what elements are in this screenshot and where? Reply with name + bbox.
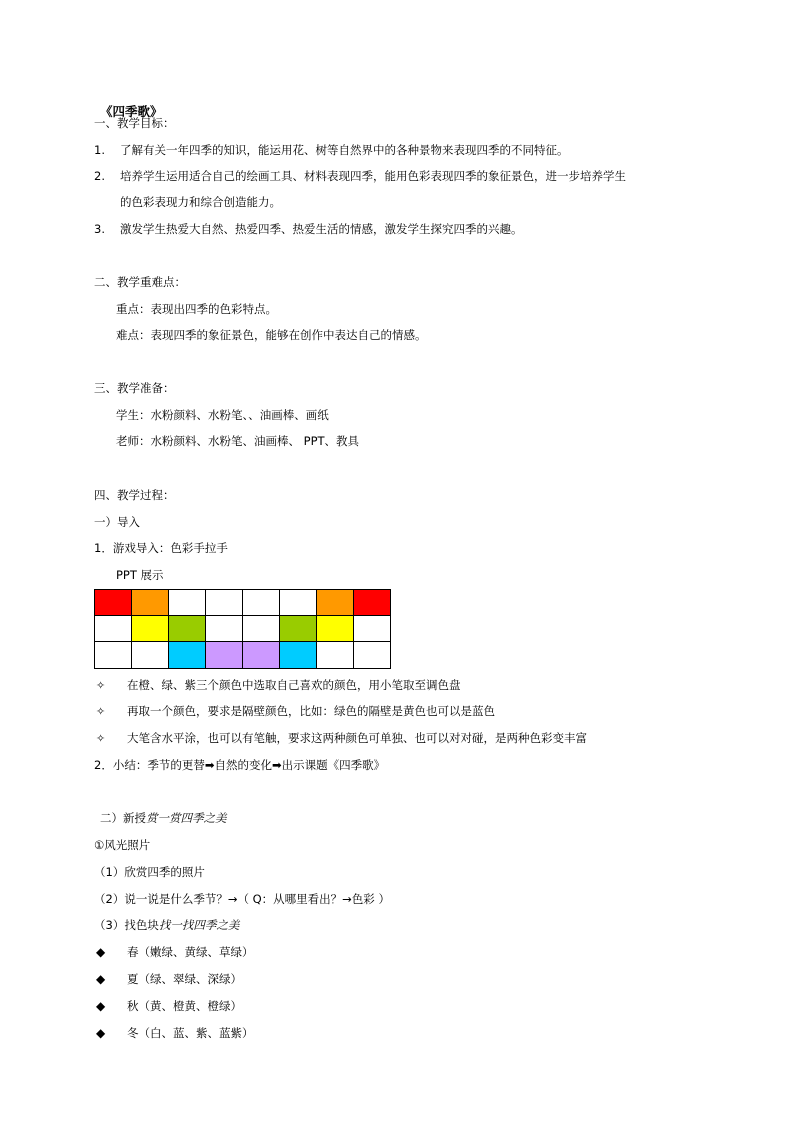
color-grid-row bbox=[95, 590, 391, 616]
objective-1-number: 1. bbox=[94, 143, 105, 157]
color-instruction-2: 再取一个颜色，要求是隔壁颜色，比如：绿色的隔壁是黄色也可以是蓝色 bbox=[127, 704, 495, 718]
color-cell bbox=[95, 590, 132, 616]
color-grid-row bbox=[95, 616, 391, 642]
bullet-symbol: ✧ bbox=[96, 679, 106, 692]
color-cell bbox=[243, 616, 280, 642]
color-instruction-3: 大笔含水平涂，也可以有笔触，要求这两种颜色可单独、也可以对对碰，是两种色彩变丰富 bbox=[127, 731, 587, 745]
color-cell bbox=[317, 590, 354, 616]
new-lesson-heading bbox=[100, 811, 227, 825]
objective-2-text: 培养学生运用适合自己的绘画工具、材料表现四季，能用色彩表现四季的象征景色，进一步培养学生 bbox=[120, 169, 626, 183]
color-cell bbox=[354, 616, 391, 642]
teacher-materials: 老师：水粉颜料、水粉笔、油画棒、 PPT、教具 bbox=[116, 434, 360, 448]
color-grid-row bbox=[95, 642, 391, 669]
arrow-icon: ➡ bbox=[271, 758, 282, 772]
color-cell bbox=[354, 590, 391, 616]
new-lesson-italic: 赏一赏四季之美 bbox=[146, 811, 227, 825]
color-cell bbox=[206, 590, 243, 616]
color-cell bbox=[169, 642, 206, 669]
color-cell bbox=[132, 590, 169, 616]
objective-3-number: 3. bbox=[94, 222, 105, 236]
diamond-bullet-icon: ◆ bbox=[96, 1026, 106, 1040]
objective-2-number: 2. bbox=[94, 169, 105, 183]
scenery-photos: ①风光照片 bbox=[94, 838, 151, 852]
section-3-heading: 三、教学准备： bbox=[94, 381, 175, 395]
color-cell bbox=[280, 642, 317, 669]
color-cell bbox=[280, 590, 317, 616]
student-materials: 学生：水粉颜料、水粉笔、、油画棒、画纸 bbox=[116, 408, 329, 422]
color-cell bbox=[95, 642, 132, 669]
intro-heading: 一）导入 bbox=[94, 515, 140, 529]
objective-2-continuation: 的色彩表现力和综合创造能力。 bbox=[120, 195, 281, 209]
summary-end: 出示课题《四季歌》 bbox=[281, 758, 386, 772]
find-colors-italic: 找一找四季之美 bbox=[158, 918, 240, 932]
section-2-heading: 二、教学重难点： bbox=[94, 275, 186, 289]
color-cell bbox=[243, 590, 280, 616]
diamond-bullet-icon: ◆ bbox=[96, 972, 106, 986]
bullet-symbol: ✧ bbox=[96, 705, 106, 718]
diamond-bullet-icon: ◆ bbox=[96, 945, 106, 959]
step-find-colors bbox=[94, 918, 239, 932]
color-cell bbox=[95, 616, 132, 642]
diamond-bullet-icon: ◆ bbox=[96, 999, 106, 1013]
bullet-symbol: ✧ bbox=[96, 732, 106, 745]
season-spring: 春（嫩绿、黄绿、草绿） bbox=[127, 945, 254, 959]
document-title: 《四季歌》 bbox=[100, 104, 163, 119]
color-cell bbox=[206, 642, 243, 669]
color-cell bbox=[169, 590, 206, 616]
arrow-icon: ➡ bbox=[204, 758, 215, 772]
color-cell bbox=[317, 642, 354, 669]
color-cell bbox=[132, 616, 169, 642]
find-colors-label: （3）找色块 bbox=[94, 918, 159, 932]
new-lesson-label: 二）新授 bbox=[100, 811, 146, 825]
color-cell bbox=[317, 616, 354, 642]
color-grid bbox=[94, 589, 391, 669]
section-4-heading: 四、教学过程： bbox=[94, 488, 175, 502]
section-1-heading: 一、教学目标： bbox=[94, 116, 175, 130]
objective-3-text: 激发学生热爱大自然、热爱四季、热爱生活的情感，激发学生探究四季的兴趣。 bbox=[120, 222, 523, 236]
objective-1-text: 了解有关一年四季的知识，能运用花、树等自然界中的各种景物来表现四季的不同特征。 bbox=[120, 143, 569, 157]
summary-line bbox=[94, 758, 385, 772]
color-cell bbox=[354, 642, 391, 669]
color-instruction-1: 在橙、绿、紫三个颜色中选取自己喜欢的颜色，用小笔取至调色盘 bbox=[127, 678, 461, 692]
color-cell bbox=[243, 642, 280, 669]
color-cell bbox=[169, 616, 206, 642]
color-cell bbox=[132, 642, 169, 669]
step-discuss: （2）说一说是什么季节？→（ Q：从哪里看出？→色彩 ） bbox=[94, 892, 390, 906]
summary-mid: 自然的变化 bbox=[214, 758, 272, 772]
season-autumn: 秋（黄、橙黄、橙绿） bbox=[127, 999, 242, 1013]
difficulty-text: 难点：表现四季的象征景色，能够在创作中表达自己的情感。 bbox=[116, 328, 427, 342]
key-point-text: 重点：表现出四季的色彩特点。 bbox=[116, 302, 277, 316]
season-summer: 夏（绿、翠绿、深绿） bbox=[127, 972, 242, 986]
season-winter: 冬（白、蓝、紫、蓝紫） bbox=[127, 1026, 254, 1040]
game-intro-step: 1．游戏导入：色彩手拉手 bbox=[94, 541, 228, 555]
color-cell bbox=[280, 616, 317, 642]
summary-prefix: 2．小结：季节的更替 bbox=[94, 758, 205, 772]
color-cell bbox=[206, 616, 243, 642]
step-appreciate: （1）欣赏四季的照片 bbox=[94, 865, 205, 879]
ppt-display-label: PPT 展示 bbox=[116, 568, 164, 582]
